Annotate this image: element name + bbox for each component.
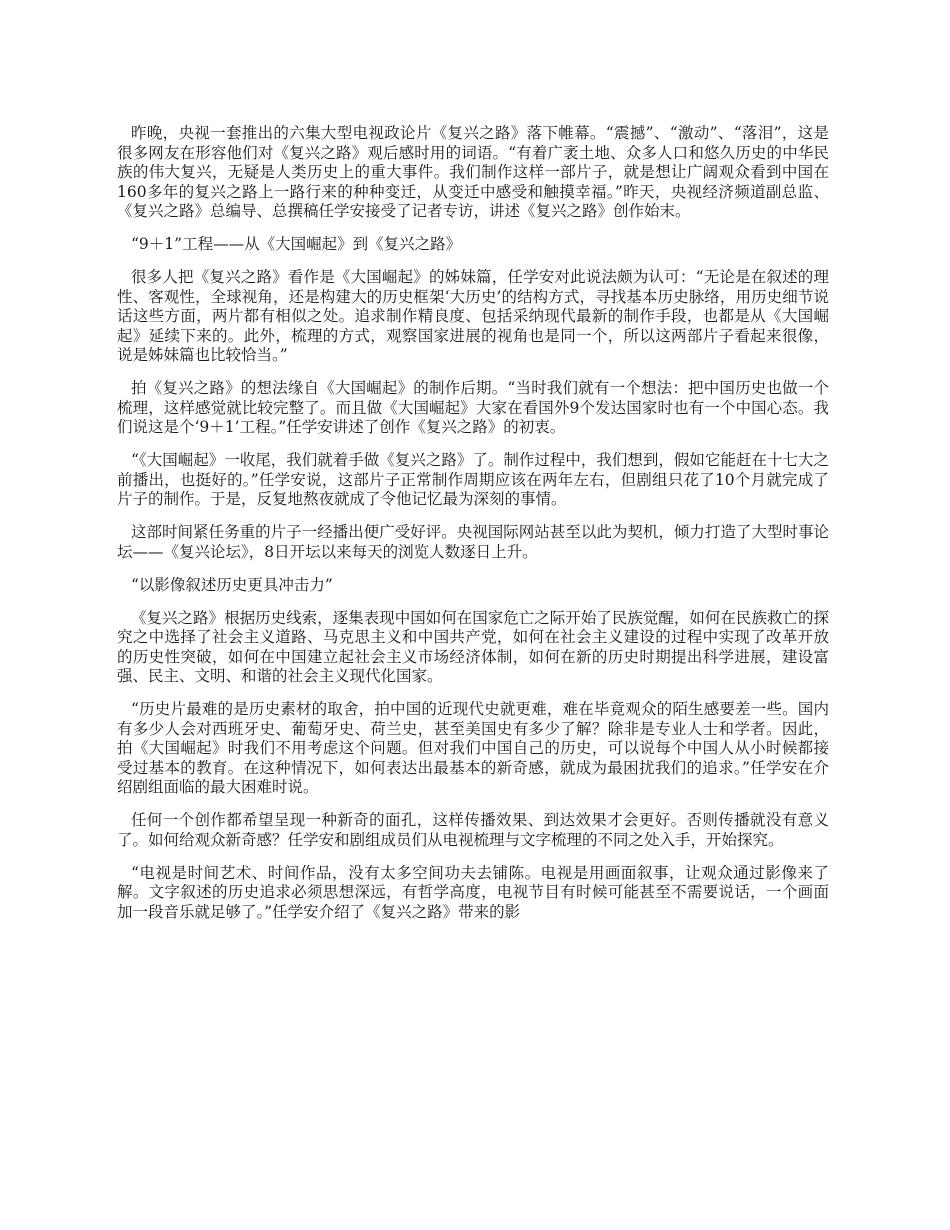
paragraph-storyline: 《复兴之路》根据历史线索，逐集表现中国如何在国家危亡之际开始了民族觉醒，如何在民族救亡的探究之中选择了社会主义道路、马克思主义和中国共产党，如何在社会主义建设的过程中实现了改革开放的历史性突破，如何在中国建立起社会主义市场经济体制，如何在新的历史时期提出科学进展，建设富强、民主、文明、和谐的社会主义现代化国家。 <box>117 608 829 685</box>
paragraph-novelty: 任何一个创作都希望呈现一种新奇的面孔，这样传播效果、到达效果才会更好。否则传播就没有意义了。如何给观众新奇感？任学安和剧组成员们从电视梳理与文字梳理的不同之处入手，开始探究。 <box>117 811 829 849</box>
section-heading-9-plus-1: “9＋1”工程——从《大国崛起》到《复兴之路》 <box>131 235 462 253</box>
paragraph-tv-art: “电视是时间艺术、时间作品，没有太多空间功夫去铺陈。电视是用画面叙事，让观众通过影像来了解。文字叙述的历史追求必须思想深远，有哲学高度，电视节目有时候可能甚至不需要说话，一个画面加一段音乐就足够了。”任学安介绍了《复兴之路》带来的影 <box>117 863 829 921</box>
paragraph-production: “《大国崛起》一收尾，我们就着手做《复兴之路》了。制作过程中，我们想到，假如它能赶在十七大之前播出，也挺好的。”任学安说，这部片子正常制作周期应该在两年左右，但剧组只花了10个月就完成了片子的制作。于是，反复地熬夜就成了令他记忆最为深刻的事情。 <box>117 451 829 508</box>
paragraph-sister-film: 很多人把《复兴之路》看作是《大国崛起》的姊妹篇，任学安对此说法颇为认可：“无论是在叙述的理性、客观性，全球视角，还是构建大的历史框架‘大历史’的结构方式，寻找基本历史脉络，用历史细节说话这些方面，两片都有相似之处。追求制作精良度、包括采纳现代最新的制作手段，也都是从《大国崛起》延续下来的。此外，梳理的方式，观察国家进展的视角也是同一个，所以这两部片子看起来很像，说是姊妹篇也比较恰当。” <box>117 268 829 364</box>
section-heading-imagery: “以影像叙述历史更具冲击力” <box>131 575 333 594</box>
paragraph-intro: 昨晚，央视一套推出的六集大型电视政论片《复兴之路》落下帷幕。“震撼”、“激动”、“落泪”，这是很多网友在形容他们对《复兴之路》观后感时用的词语。“有着广袤土地、众多人口和悠久历史的中华民族的伟大复兴，无疑是人类历史上的重大事件。我们制作这样一部片子，就是想让广阔观众看到中国在160多年的复兴之路上一路行来的种种变迁，从变迁中感受和触摸幸福。”昨天，央视经济频道副总监、《复兴之路》总编导、总撰稿任学安接受了记者专访，讲述《复兴之路》创作始末。 <box>117 124 829 220</box>
article-body <box>117 124 829 936</box>
paragraph-difficulty: “历史片最难的是历史素材的取舍，拍中国的近现代史就更难，难在毕竟观众的陌生感要差一些。国内有多少人会对西班牙史、葡萄牙史、荷兰史，甚至美国史有多少了解？除非是专业人士和学者。因此，拍《大国崛起》时我们不用考虑这个问题。但对我们中国自己的历史，可以说每个中国人从小时候都接受过基本的教育。在这种情况下，如何表达出最基本的新奇感，就成为最困扰我们的追求。”任学安在介绍剧组面临的最大困难时说。 <box>117 700 829 796</box>
paragraph-reception: 这部时间紧任务重的片子一经播出便广受好评。央视国际网站甚至以此为契机，倾力打造了大型时事论坛——《复兴论坛》，8日开坛以来每天的浏览人数逐日上升。 <box>117 523 829 561</box>
paragraph-origin: 拍《复兴之路》的想法缘自《大国崛起》的制作后期。“当时我们就有一个想法：把中国历史也做一个梳理，这样感觉就比较完整了。而且做《大国崛起》大家在看国外9个发达国家时也有一个中国心态。我们说这是个‘9＋1’工程。”任学安讲述了创作《复兴之路》的初衷。 <box>117 379 829 436</box>
